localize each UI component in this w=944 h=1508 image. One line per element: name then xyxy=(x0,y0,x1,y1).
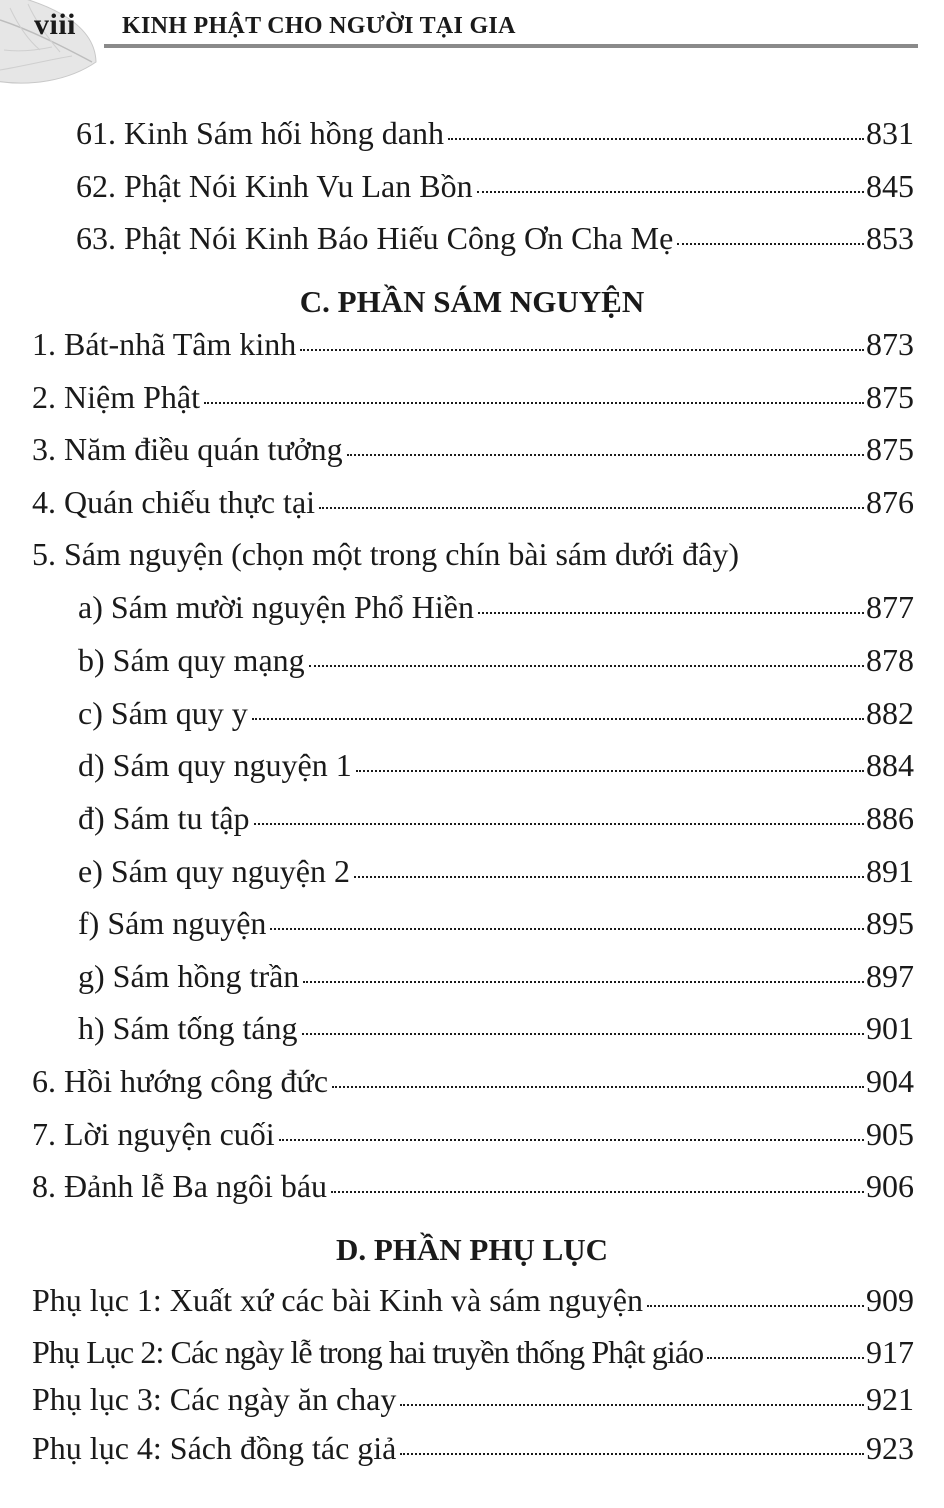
toc-entry-page: 876 xyxy=(866,484,914,520)
toc-entry-title: 2. Niệm Phật xyxy=(32,379,200,415)
toc-entry-page: 906 xyxy=(866,1168,914,1204)
toc-entry-title: 4. Quán chiếu thực tại xyxy=(32,484,316,520)
dot-leader xyxy=(332,1086,864,1088)
toc-entry-page: 877 xyxy=(866,589,914,625)
toc-subentry xyxy=(78,591,914,623)
toc-entry-title: c) Sám quy y xyxy=(78,695,248,731)
toc-subentry xyxy=(78,855,914,887)
toc-entry-title: 62. Phật Nói Kinh Vu Lan Bồn xyxy=(76,168,473,204)
toc-entry xyxy=(32,1170,914,1202)
toc-entry-title: 1. Bát-nhã Tâm kinh xyxy=(32,326,297,362)
toc-entry-title: Phụ lục 4: Sách đồng tác giả xyxy=(32,1430,397,1466)
dot-leader xyxy=(477,191,864,193)
header-rule xyxy=(104,44,918,48)
dot-leader xyxy=(270,928,864,930)
toc-entry xyxy=(32,486,914,518)
toc-entry-title: Phụ lục 1: Xuất xứ các bài Kinh và sám nguyện xyxy=(32,1282,643,1318)
dot-leader xyxy=(448,138,864,140)
toc-subentry xyxy=(78,907,914,939)
toc-entry-title: h) Sám tống táng xyxy=(78,1010,298,1046)
toc-entry-title: b) Sám quy mạng xyxy=(78,642,305,678)
toc-entry-title: 6. Hồi hướng công đức xyxy=(32,1063,329,1099)
toc-entry xyxy=(76,222,914,254)
toc-entry xyxy=(32,381,914,413)
dot-leader xyxy=(677,243,864,245)
toc-entry-title: Phụ lục 3: Các ngày ăn chay xyxy=(32,1381,397,1417)
toc-entry-page: 895 xyxy=(866,905,914,941)
toc-entry-page: 831 xyxy=(866,115,914,151)
dot-leader xyxy=(356,770,864,772)
toc-entry-title: g) Sám hồng trần xyxy=(78,958,300,994)
toc-entry-page: 886 xyxy=(866,800,914,836)
dot-leader xyxy=(300,349,864,351)
dot-leader xyxy=(303,981,864,983)
page-header xyxy=(0,0,944,60)
toc-subentry xyxy=(78,697,914,729)
dot-leader xyxy=(254,823,864,825)
page-number: viii xyxy=(34,8,77,41)
toc-entry-title: 61. Kinh Sám hối hồng danh xyxy=(76,115,444,151)
toc-subentry xyxy=(78,1012,914,1044)
toc-entry xyxy=(76,170,914,202)
toc-entry xyxy=(32,1118,914,1150)
toc-entry-title: 7. Lời nguyện cuối xyxy=(32,1116,275,1152)
section-heading: C. PHẦN SÁM NGUYỆN xyxy=(299,284,645,319)
toc-entry-page: 897 xyxy=(866,958,914,994)
dot-leader xyxy=(309,665,864,667)
toc-entry xyxy=(32,1284,914,1316)
dot-leader xyxy=(252,718,864,720)
toc-entry xyxy=(32,433,914,465)
dot-leader xyxy=(478,612,864,614)
toc-entry-title: d) Sám quy nguyện 1 xyxy=(78,747,352,783)
toc-entry-page: 917 xyxy=(866,1334,914,1370)
toc-entry-title: a) Sám mười nguyện Phổ Hiền xyxy=(78,589,474,625)
toc-entry-title: 63. Phật Nói Kinh Báo Hiếu Công Ơn Cha Mẹ xyxy=(76,220,674,256)
toc-entry-page: 901 xyxy=(866,1010,914,1046)
toc-entry-title: 3. Năm điều quán tưởng xyxy=(32,431,343,467)
dot-leader xyxy=(279,1139,864,1141)
toc-entry xyxy=(32,1383,914,1415)
toc-entry-title: Phụ Lục 2: Các ngày lễ trong hai truyền thống Phật giáo xyxy=(32,1334,704,1370)
toc-entry xyxy=(76,117,914,149)
toc-entry-page: 882 xyxy=(866,695,914,731)
toc-entry-page: 891 xyxy=(866,853,914,889)
toc-entry-page: 904 xyxy=(866,1063,914,1099)
toc-entry-page: 873 xyxy=(866,326,914,362)
dot-leader xyxy=(204,402,864,404)
toc-entry-page: 884 xyxy=(866,747,914,783)
section-heading: D. PHẦN PHỤ LỤC xyxy=(335,1232,609,1267)
toc-entry-title: e) Sám quy nguyện 2 xyxy=(78,853,350,889)
toc-entry-page: 875 xyxy=(866,379,914,415)
running-title: KINH PHẬT CHO NGƯỜI TẠI GIA xyxy=(122,13,516,39)
toc-entry-page: 845 xyxy=(866,168,914,204)
dot-leader xyxy=(647,1305,864,1307)
toc-subentry xyxy=(78,802,914,834)
dot-leader xyxy=(302,1033,864,1035)
dot-leader xyxy=(400,1453,864,1455)
dot-leader xyxy=(347,454,864,456)
toc-subentry xyxy=(78,644,914,676)
toc-entry-page: 878 xyxy=(866,642,914,678)
toc-entry xyxy=(32,1065,914,1097)
dot-leader xyxy=(400,1404,864,1406)
toc-entry-page: 909 xyxy=(866,1282,914,1318)
toc-subentry xyxy=(78,960,914,992)
toc-entry-page: 905 xyxy=(866,1116,914,1152)
dot-leader xyxy=(707,1357,864,1359)
toc-subentry xyxy=(78,749,914,781)
toc-entry-page: 853 xyxy=(866,220,914,256)
dot-leader xyxy=(331,1191,864,1193)
toc-entry-heading: 5. Sám nguyện (chọn một trong chín bài sám dưới đây) xyxy=(32,536,740,572)
toc-entry-title: 8. Đảnh lễ Ba ngôi báu xyxy=(32,1168,328,1204)
toc-entry xyxy=(32,1432,914,1464)
toc-entry xyxy=(32,1336,914,1368)
toc-entry-title: đ) Sám tu tập xyxy=(78,800,250,836)
toc-entry-page: 923 xyxy=(866,1430,914,1466)
toc-entry-page: 921 xyxy=(866,1381,914,1417)
dot-leader xyxy=(354,876,864,878)
toc-entry xyxy=(32,328,914,360)
dot-leader xyxy=(319,507,864,509)
toc-entry-title: f) Sám nguyện xyxy=(78,905,267,941)
toc-entry-page: 875 xyxy=(866,431,914,467)
